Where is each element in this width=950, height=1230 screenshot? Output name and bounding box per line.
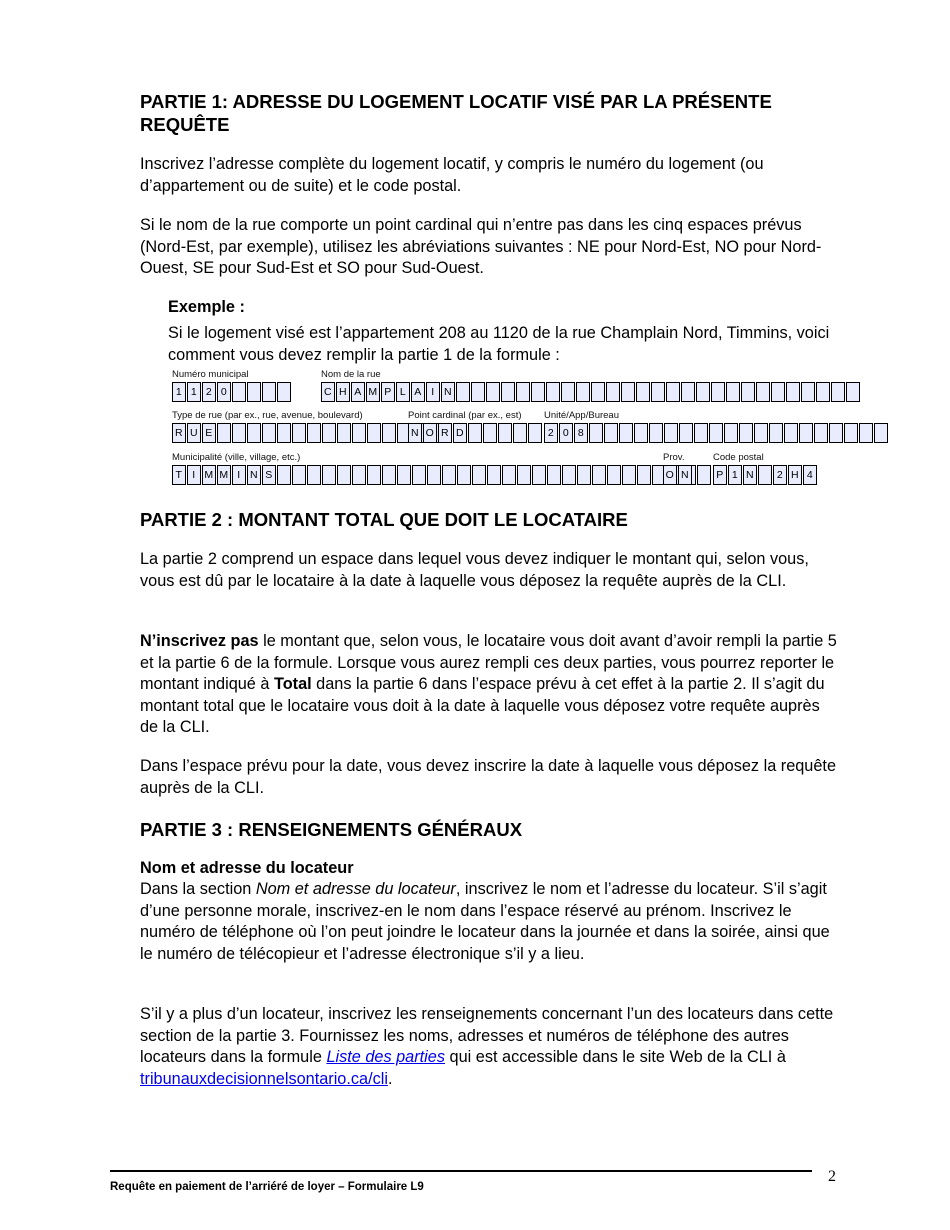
char-box xyxy=(784,423,798,443)
char-box xyxy=(528,423,542,443)
char-box xyxy=(322,423,336,443)
char-box xyxy=(637,465,651,485)
char-box xyxy=(456,382,470,402)
char-box xyxy=(709,423,723,443)
char-box xyxy=(277,382,291,402)
char-box xyxy=(694,423,708,443)
char-box xyxy=(337,465,351,485)
char-box: P xyxy=(381,382,395,402)
char-box xyxy=(577,465,591,485)
partie3-p2-text-a: S’il y a plus d’un locateur, inscrivez les renseignements concernant l’un des locateurs dans cette section de la partie 3. Fournissez les noms, adresses et numéros de téléphone des autres locateurs dans la formule xyxy=(140,1005,834,1066)
char-box xyxy=(576,382,590,402)
char-box xyxy=(427,465,441,485)
char-box xyxy=(561,382,575,402)
char-box xyxy=(547,465,561,485)
char-box xyxy=(771,382,785,402)
char-box xyxy=(739,423,753,443)
char-box: T xyxy=(172,465,186,485)
char-box xyxy=(277,423,291,443)
char-box: A xyxy=(411,382,425,402)
char-box: M xyxy=(202,465,216,485)
partie3-title: PARTIE 3 : RENSEIGNEMENTS GÉNÉRAUX xyxy=(140,819,523,840)
char-box xyxy=(829,423,843,443)
char-box xyxy=(592,465,606,485)
char-box xyxy=(696,382,710,402)
char-box xyxy=(801,382,815,402)
char-box: 2 xyxy=(544,423,558,443)
char-box xyxy=(649,423,663,443)
char-box xyxy=(756,382,770,402)
char-box: I xyxy=(232,465,246,485)
char-box xyxy=(651,382,665,402)
char-box: 1 xyxy=(187,382,201,402)
char-box xyxy=(874,423,888,443)
char-box: H xyxy=(788,465,802,485)
char-box: 0 xyxy=(217,382,231,402)
char-box: R xyxy=(438,423,452,443)
partie2-paragraph-2 xyxy=(140,631,840,739)
char-box: N xyxy=(247,465,261,485)
partie3-p1-italic: Nom et adresse du locateur xyxy=(255,880,456,898)
char-box xyxy=(337,423,351,443)
char-box xyxy=(487,465,501,485)
char-box xyxy=(217,423,231,443)
char-box xyxy=(468,423,482,443)
partie3-p2-end: . xyxy=(387,1069,393,1088)
char-box xyxy=(711,382,725,402)
char-box: P xyxy=(713,465,727,485)
char-box xyxy=(513,423,527,443)
char-box xyxy=(292,423,306,443)
char-box: 4 xyxy=(803,465,817,485)
char-box xyxy=(846,382,860,402)
char-box xyxy=(471,382,485,402)
char-box xyxy=(681,382,695,402)
char-box xyxy=(262,382,276,402)
char-box xyxy=(741,382,755,402)
char-box: C xyxy=(321,382,335,402)
char-box xyxy=(277,465,291,485)
example-heading: Exemple : xyxy=(168,298,245,316)
partie3-paragraph-2 xyxy=(140,1004,840,1090)
char-box xyxy=(619,423,633,443)
char-box: N xyxy=(678,465,692,485)
code-postal-label: Code postal xyxy=(713,452,764,463)
char-box xyxy=(502,465,516,485)
liste-des-parties-link[interactable]: Liste des parties xyxy=(326,1048,445,1066)
char-box: 1 xyxy=(172,382,186,402)
char-box: 0 xyxy=(559,423,573,443)
char-box xyxy=(382,465,396,485)
char-box: N xyxy=(441,382,455,402)
char-box xyxy=(307,465,321,485)
nom-rue-label: Nom de la rue xyxy=(321,369,381,380)
point-cardinal-boxes xyxy=(408,423,543,443)
char-box xyxy=(352,423,366,443)
partie2-bold-lead: N’inscrivez pas xyxy=(140,632,259,650)
char-box xyxy=(517,465,531,485)
partie2-text-a: le montant que, selon vous, le locataire vous doit avant d’avoir rempli la partie 5 et la partie 6 de la formule. Lorsque vous aurez rempli ces deux parties, vous pourrez reporter le montant indiqué à xyxy=(140,632,837,693)
char-box: R xyxy=(172,423,186,443)
point-cardinal-label: Point cardinal (par ex., est) xyxy=(408,410,522,421)
char-box xyxy=(754,423,768,443)
char-box xyxy=(247,382,261,402)
char-box xyxy=(531,382,545,402)
char-box xyxy=(516,382,530,402)
numero-municipal-label: Numéro municipal xyxy=(172,369,249,380)
partie3-p1-text-a: Dans la section xyxy=(140,880,256,898)
footer-text: Requête en paiement de l’arriéré de loyer – Formulaire L9 xyxy=(110,1181,424,1193)
char-box: D xyxy=(453,423,467,443)
char-box xyxy=(232,423,246,443)
char-box: N xyxy=(743,465,757,485)
partie3-paragraph-1 xyxy=(140,879,840,965)
char-box xyxy=(606,382,620,402)
char-box: N xyxy=(408,423,422,443)
char-box xyxy=(412,465,426,485)
char-box xyxy=(382,423,396,443)
partie2-paragraph-1: La partie 2 comprend un espace dans lequel vous devez indiquer le montant qui, selon vous, vous est dû par le locataire à la date à laquelle vous déposez la requête auprès de la CLI. xyxy=(140,550,809,590)
char-box: 2 xyxy=(773,465,787,485)
char-box xyxy=(622,465,636,485)
char-box xyxy=(786,382,800,402)
char-box xyxy=(758,465,772,485)
unite-label: Unité/App/Bureau xyxy=(544,410,619,421)
char-box xyxy=(232,382,246,402)
char-box xyxy=(844,423,858,443)
char-box xyxy=(634,423,648,443)
char-box: I xyxy=(187,465,201,485)
partie2-bold-total: Total xyxy=(273,675,312,693)
char-box: M xyxy=(217,465,231,485)
char-box xyxy=(498,423,512,443)
char-box xyxy=(562,465,576,485)
char-box xyxy=(664,423,678,443)
char-box xyxy=(442,465,456,485)
char-box xyxy=(604,423,618,443)
char-box xyxy=(262,423,276,443)
unite-boxes xyxy=(544,423,889,443)
char-box: U xyxy=(187,423,201,443)
example-text: Si le logement visé est l’appartement 208 au 1120 de la rue Champlain Nord, Timmins, voici comment vous devez remplir la partie 1 de la formule : xyxy=(168,324,830,364)
char-box: E xyxy=(202,423,216,443)
char-box xyxy=(814,423,828,443)
char-box: O xyxy=(423,423,437,443)
char-box xyxy=(483,423,497,443)
char-box: 2 xyxy=(202,382,216,402)
char-box xyxy=(859,423,873,443)
char-box xyxy=(831,382,845,402)
char-box xyxy=(486,382,500,402)
page-number: 2 xyxy=(828,1168,836,1185)
footer-divider xyxy=(110,1170,812,1172)
type-rue-boxes xyxy=(172,423,442,443)
char-box xyxy=(799,423,813,443)
partie1-title: PARTIE 1: ADRESSE DU LOGEMENT LOCATIF VISÉ PAR LA PRÉSENTE REQUÊTE xyxy=(140,91,772,135)
char-box xyxy=(367,423,381,443)
cli-website-link[interactable]: tribunauxdecisionnelsontario.ca/cli xyxy=(140,1069,388,1088)
partie3-p1-text-b: , inscrivez le nom et l’adresse du locateur. S’il s’agit d’une personne morale, inscrivez-en le nom dans l’espace réservé au prénom. Inscrivez le numéro de téléphone où l’on peut joindre le locateur dans la journée et dans la soirée, ainsi que le numéro de télécopieur et l’adresse électronique s’il y a lieu. xyxy=(140,880,830,963)
char-box xyxy=(247,423,261,443)
char-box xyxy=(666,382,680,402)
char-box xyxy=(322,465,336,485)
char-box xyxy=(769,423,783,443)
char-box: A xyxy=(351,382,365,402)
char-box xyxy=(621,382,635,402)
partie2-text-b: dans la partie 6 dans l’espace prévu à cet effet à la partie 2. Il s’agit du montant total que le locataire vous doit à la date à laquelle vous déposez votre requête auprès de la CLI. xyxy=(140,675,825,736)
numero-municipal-boxes xyxy=(172,382,292,402)
municipalite-boxes xyxy=(172,465,712,485)
nom-rue-boxes xyxy=(321,382,861,402)
char-box xyxy=(501,382,515,402)
char-box xyxy=(532,465,546,485)
char-box xyxy=(472,465,486,485)
char-box xyxy=(457,465,471,485)
partie2-title: PARTIE 2 : MONTANT TOTAL QUE DOIT LE LOCATAIRE xyxy=(140,509,628,530)
partie3-subheading: Nom et adresse du locateur xyxy=(140,859,354,877)
char-box xyxy=(367,465,381,485)
partie1-paragraph-2: Si le nom de la rue comporte un point cardinal qui n’entre pas dans les cinq espaces prévus (Nord-Est, par exemple), utilisez les abréviations suivantes : NE pour Nord-Est, NO pour Nord-Ouest, SE pour Sud-Est et SO pour Sud-Ouest. xyxy=(140,216,822,277)
char-box xyxy=(589,423,603,443)
municipalite-label: Municipalité (ville, village, etc.) xyxy=(172,452,301,463)
code-postal-boxes xyxy=(713,465,818,485)
char-box: O xyxy=(663,465,677,485)
partie2-paragraph-3: Dans l’espace prévu pour la date, vous devez inscrire la date à laquelle vous déposez la requête auprès de la CLI. xyxy=(140,757,836,797)
prov-label: Prov. xyxy=(663,452,685,463)
char-box xyxy=(292,465,306,485)
char-box: M xyxy=(366,382,380,402)
char-box xyxy=(352,465,366,485)
char-box: I xyxy=(426,382,440,402)
char-box xyxy=(726,382,740,402)
char-box xyxy=(724,423,738,443)
char-box xyxy=(546,382,560,402)
char-box: S xyxy=(262,465,276,485)
type-rue-label: Type de rue (par ex., rue, avenue, boulevard) xyxy=(172,410,363,421)
char-box: 1 xyxy=(728,465,742,485)
char-box xyxy=(591,382,605,402)
char-box xyxy=(636,382,650,402)
char-box xyxy=(816,382,830,402)
char-box: H xyxy=(336,382,350,402)
prov-boxes xyxy=(663,465,693,485)
char-box: 8 xyxy=(574,423,588,443)
char-box xyxy=(307,423,321,443)
partie3-p2-text-b: qui est accessible dans le site Web de la CLI à xyxy=(445,1048,786,1066)
char-box xyxy=(607,465,621,485)
char-box xyxy=(697,465,711,485)
char-box xyxy=(397,465,411,485)
char-box: L xyxy=(396,382,410,402)
partie1-paragraph-1: Inscrivez l’adresse complète du logement locatif, y compris le numéro du logement (ou d’appartement ou de suite) et le code postal. xyxy=(140,155,764,195)
char-box xyxy=(679,423,693,443)
